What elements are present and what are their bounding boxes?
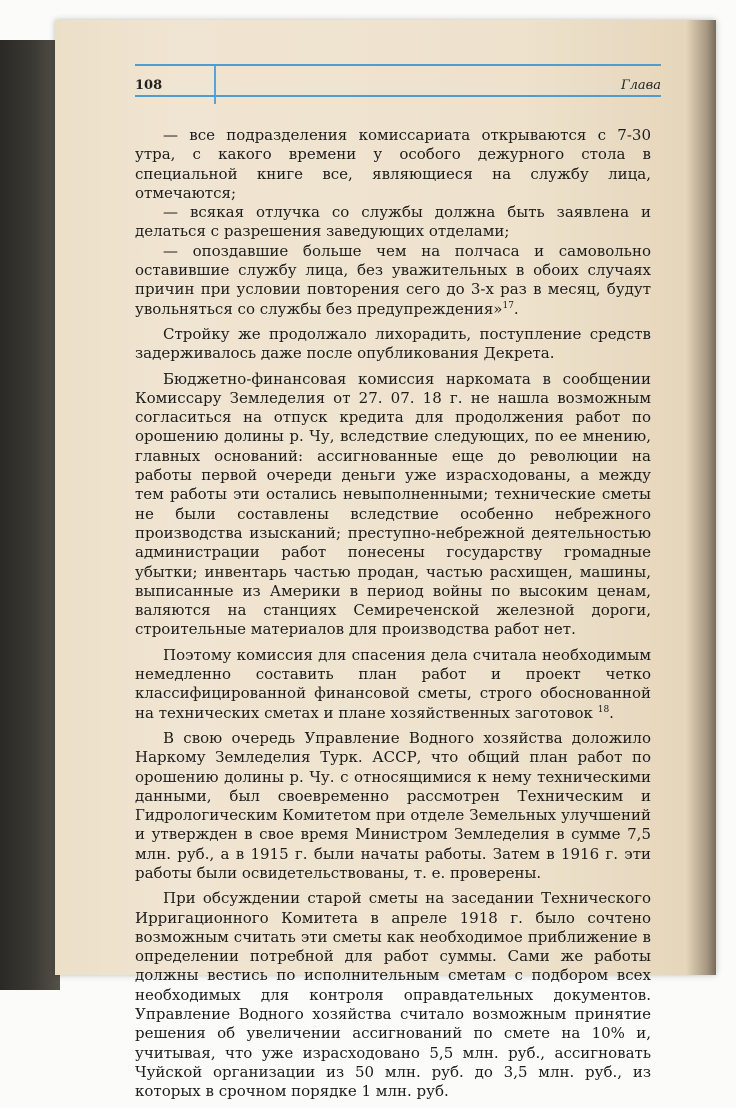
paragraph: При обсуждении старой сметы на заседании Технического Ирригационного Комитета в апреле 1918 г. было сочтено возможным считать эти сметы как необходимое приближение в определении потребной для работ суммы. Сами же работы должны вестись по исполнительным сметам с подбором всех необходимых для контроля оправдательных документов. Управление Водного хозяйства считало возможным принятие решения об увеличении ассигнований по смете на 10% и, учитывая, что уже израсходовано 5,5 млн. руб., ассигновать Чуйской организации из 50 млн. руб. до 3,5 млн. руб., из которых в срочном порядке 1 млн. руб.	[135, 889, 651, 1101]
footnote-ref[interactable]: 17	[502, 300, 514, 311]
header-rule-bottom	[135, 95, 661, 97]
paragraph-text: — опоздавшие больше чем на полчаса и самовольно оставившие службу лица, без уважительных в обоих случаях причин при условии повторения сего до 3-х раз в месяц, будут увольняться со службы без предупреждения»	[135, 241, 651, 318]
footnote-ref[interactable]: 18	[597, 704, 610, 715]
body-text	[135, 126, 651, 1108]
paragraph: — всякая отлучка со службы должна быть заявлена и делаться с разрешения заведующих отделами;	[135, 203, 651, 241]
paragraph: — все подразделения комиссариата открываются с 7-30 утра, с какого времени у особого дежурного стола в специальной книге все, являющиеся на службу лица, отмечаются;	[135, 126, 651, 202]
running-head: Глава	[621, 78, 661, 93]
page-gutter-shadow	[686, 20, 716, 975]
book-binding-shadow	[0, 40, 60, 990]
paragraph-end: .	[609, 703, 614, 722]
paragraph: Стройку же продолжало лихорадить, поступление средств задерживалось даже после опубликования Декрета.	[135, 324, 651, 363]
page-number: 108	[135, 78, 163, 93]
paragraph: В свою очередь Управление Водного хозяйства доложило Наркому Земледелия Турк. АССР, что общий план работ по орошению долины р. Чу. с относящимися к нему техническими данными, был своевременно рассмотрен Техническим и Гидрологическим Комитетом при отделе Земельных улучшений и утвержден в свое время Министром Земледелия в сумме 7,5 млн. руб., а в 1915 г. были начаты работы. Затем в 1916 г. эти работы были освидетельствованы, т. е. проверены.	[135, 728, 651, 882]
page-header	[135, 78, 661, 96]
paragraph-with-footnote	[135, 242, 651, 319]
paragraph-text: Поэтому комиссия для спасения дела считала необходимым немедленно составить план работ и проект четко классифицированной финансовой сметы, строго обоснованной на технических сметах и плане хозяйственных заготовок	[135, 645, 651, 722]
paragraph-with-footnote	[135, 646, 651, 723]
paragraph-end: .	[513, 299, 519, 318]
paragraph: Бюджетно-финансовая комиссия наркомата в сообщении Комиссару Земледелия от 27. 07. 18 г. не нашла возможным согласиться на отпуск кредита для продолжения работ по орошению долины р. Чу, вследствие следующих, по ее мнению, главных оснований: ассигнованные еще до революции на работы первой очереди деньги уже израсходованы, а между тем работы эти остались невыполненными; технические сметы не были составлены вследствие особенно небрежного производства изысканий; преступно-небрежной деятельностью администрации работ понесены государству громадные убытки; инвентарь частью продан, частью расхищен, машины, выписанные из Америки в период войны по высоким ценам, валяются на станциях Семиреченской железной дороги, строительные материалов для производства работ нет.	[135, 369, 651, 639]
